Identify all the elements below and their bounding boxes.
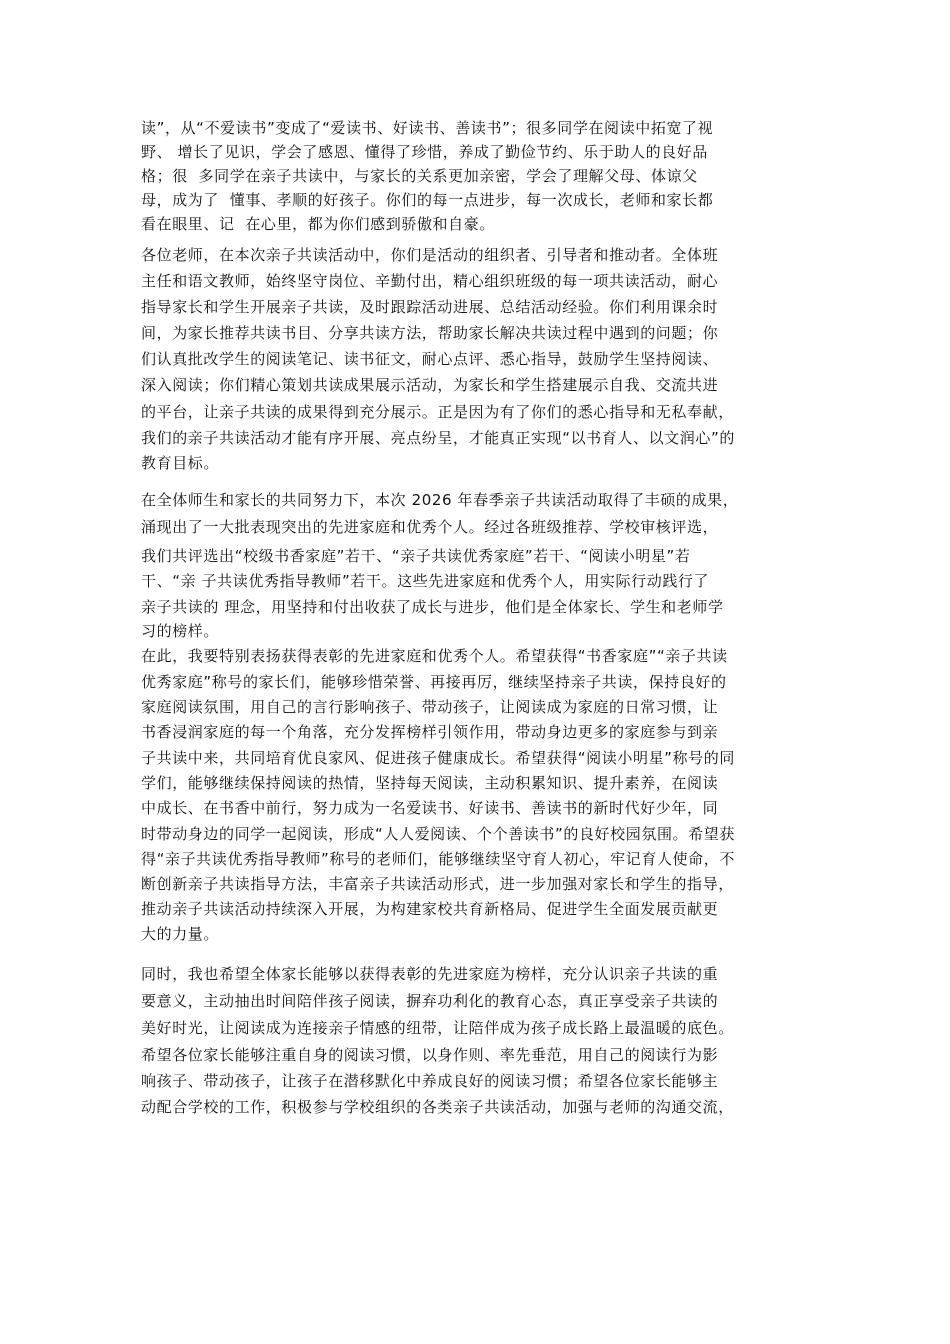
body-text-line: 优秀家庭”称号的家长们，能够珍惜荣誉、再接再厉，继续坚持亲子共读，保持良好的 xyxy=(141,673,727,691)
body-text-line: 推动亲子共读活动持续深入开展，为构建家校共育新格局、促进学生全面发展贡献更 xyxy=(141,900,719,918)
body-text-line: 家庭阅读氛围，用自己的言行影响孩子、带动孩子，让阅读成为家庭的日常习惯，让 xyxy=(141,698,719,716)
body-text-line: 教育目标。 xyxy=(141,454,220,472)
body-text-line: 的平台，让亲子共读的成果得到充分展示。正是因为有了你们的悉心指导和无私奉献， xyxy=(141,403,734,421)
body-text-line: 在全体师生和家长的共同努力下，本次 2026 年春季亲子共读活动取得了丰硕的成果， xyxy=(141,491,739,509)
body-text-line: 中成长、在书香中前行，努力成为一名爱读书、好读书、善读书的新时代好少年，同 xyxy=(141,799,719,817)
body-text-line: 得“亲子共读优秀指导教师”称号的老师们，能够继续坚守育人初心，牢记育人使命，不 xyxy=(141,850,735,868)
body-text-line: 涌现出了一大批表现突出的先进家庭和优秀个人。经过各班级推荐、学校审核评选， xyxy=(141,518,719,536)
body-text-line: 学们，能够继续保持阅读的热情，坚持每天阅读，主动积累知识、提升素养，在阅读 xyxy=(141,774,719,792)
body-text-line: 希望各位家长能够注重自身的阅读习惯，以身作则、率先垂范，用自己的阅读行为影 xyxy=(141,1046,719,1064)
body-text-line: 时带动身边的同学一起阅读，形成“人人爱阅读、个个善读书”的良好校园氛围。希望获 xyxy=(141,825,735,843)
body-text-line: 们认真批改学生的阅读笔记、读书征文，耐心点评、悉心指导，鼓励学生坚持阅读、 xyxy=(141,350,719,368)
body-text-line: 读”，从“不爱读书”变成了“爱读书、好读书、善读书”；很多同学在阅读中拓宽了视 xyxy=(141,119,714,137)
body-text-line: 深入阅读；你们精心策划共读成果展示活动，为家长和学生搭建展示自我、交流共进 xyxy=(141,376,719,394)
body-text-line: 亲子共读的 理念，用坚持和付出收获了成长与进步，他们是全体家长、学生和老师学 xyxy=(141,598,724,616)
body-text-line: 动配合学校的工作，积极参与学校组织的各类亲子共读活动，加强与老师的沟通交流， xyxy=(141,1098,734,1116)
body-text-line: 习的榜样。 xyxy=(141,622,220,640)
body-text-line: 大的力量。 xyxy=(141,925,220,943)
body-text-line: 干、“亲 子共读优秀指导教师”若干。这些先进家庭和优秀个人，用实际行动践行了 xyxy=(141,572,710,590)
body-text-line: 同时，我也希望全体家长能够以获得表彰的先进家庭为榜样，充分认识亲子共读的重 xyxy=(141,965,719,983)
body-text-line: 美好时光，让阅读成为连接亲子情感的纽带，让陪伴成为孩子成长路上最温暖的底色。 xyxy=(141,1019,734,1037)
body-text-line: 间，为家长推荐共读书目、分享共读方法，帮助家长解决共读过程中遇到的问题；你 xyxy=(141,324,719,342)
body-text-line: 在此，我要特别表扬获得表彰的先进家庭和优秀个人。希望获得“书香家庭”“亲子共读 xyxy=(141,647,728,665)
body-text-line: 断创新亲子共读指导方法，丰富亲子共读活动形式，进一步加强对家长和学生的指导， xyxy=(141,875,734,893)
body-text-line: 格；很 多同学在亲子共读中，与家长的关系更加亲密，学会了理解父母、体谅父 xyxy=(141,167,698,185)
body-text-line: 书香浸润家庭的每一个角落，充分发挥榜样引领作用，带动身边更多的家庭参与到亲 xyxy=(141,723,719,741)
body-text-line: 主任和语文教师，始终坚守岗位、辛勤付出，精心组织班级的每一项共读活动，耐心 xyxy=(141,272,719,290)
body-text-line: 响孩子、带动孩子，让孩子在潜移默化中养成良好的阅读习惯；希望各位家长能够主 xyxy=(141,1072,719,1090)
body-text-line: 看在眼里、记 在心里，都为你们感到骄傲和自豪。 xyxy=(141,215,495,233)
body-text-line: 子共读中来，共同培育优良家风、促进孩子健康成长。希望获得“阅读小明星”称号的同 xyxy=(141,749,735,767)
body-text-line: 母，成为了 懂事、孝顺的好孩子。你们的每一点进步，每一次成长，老师和家长都 xyxy=(141,191,714,209)
body-text-line: 我们的亲子共读活动才能有序开展、亮点纷呈，才能真正实现“以书育人、以文润心”的 xyxy=(141,429,735,447)
body-text-line: 要意义，主动抽出时间陪伴孩子阅读，摒弃功利化的教育心态，真正享受亲子共读的 xyxy=(141,992,719,1010)
body-text-line: 我们共评选出“校级书香家庭”若干、“亲子共读优秀家庭”若干、“阅读小明星”若 xyxy=(141,547,691,565)
body-text-line: 指导家长和学生开展亲子共读，及时跟踪活动进展、总结活动经验。你们利用课余时 xyxy=(141,298,719,316)
body-text-line: 各位老师，在本次亲子共读活动中，你们是活动的组织者、引导者和推动者。全体班 xyxy=(141,246,719,264)
body-text-line: 野、 增长了见识，学会了感恩、懂得了珍惜，养成了勤俭节约、乐于助人的良好品 xyxy=(141,143,708,161)
